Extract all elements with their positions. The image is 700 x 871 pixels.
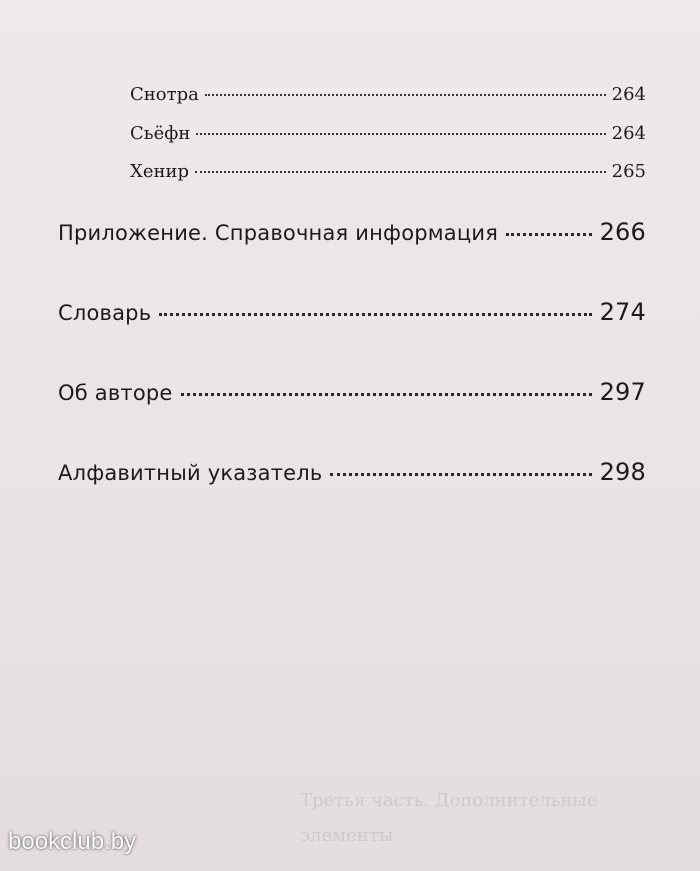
toc-entry-appendix	[58, 218, 646, 246]
toc-entry-label: Алфавитный указатель	[58, 461, 323, 485]
dot-leader	[196, 133, 605, 135]
toc-entry-index	[58, 458, 646, 486]
dot-leader	[159, 313, 591, 316]
toc-entry-page: 264	[611, 123, 646, 144]
toc-entry-glossary	[58, 298, 646, 326]
show-through-text-2: элементы	[300, 825, 394, 846]
toc-entry-label: Об авторе	[58, 381, 173, 405]
toc-entry-label: Приложение. Справочная информация	[58, 221, 499, 245]
toc-entry-label: Хенир	[130, 161, 189, 182]
show-through-text-1: Третья часть. Дополнительные	[300, 790, 598, 811]
toc-entry-label: Словарь	[58, 301, 152, 325]
toc-entry-page: 264	[611, 84, 646, 105]
toc-entry-label: Снотра	[130, 84, 199, 105]
dot-leader	[205, 94, 606, 96]
dot-leader	[181, 393, 592, 396]
toc-entry-page: 298	[599, 458, 646, 486]
toc-entry-page: 265	[611, 161, 646, 182]
toc-entry-hoenir	[130, 161, 646, 182]
toc-entry-label: Сьёфн	[130, 123, 191, 144]
dot-leader	[506, 233, 592, 236]
toc-entry-page: 274	[599, 298, 646, 326]
toc-entry-page: 266	[599, 218, 646, 246]
toc-entry-about-author	[58, 378, 646, 406]
toc-entry-syofn	[130, 123, 646, 144]
toc-entry-page: 297	[599, 378, 646, 406]
dot-leader	[330, 473, 591, 476]
toc-entry-snotra	[130, 84, 646, 105]
dot-leader	[195, 171, 606, 173]
watermark-logo: bookclub.by	[8, 828, 137, 855]
